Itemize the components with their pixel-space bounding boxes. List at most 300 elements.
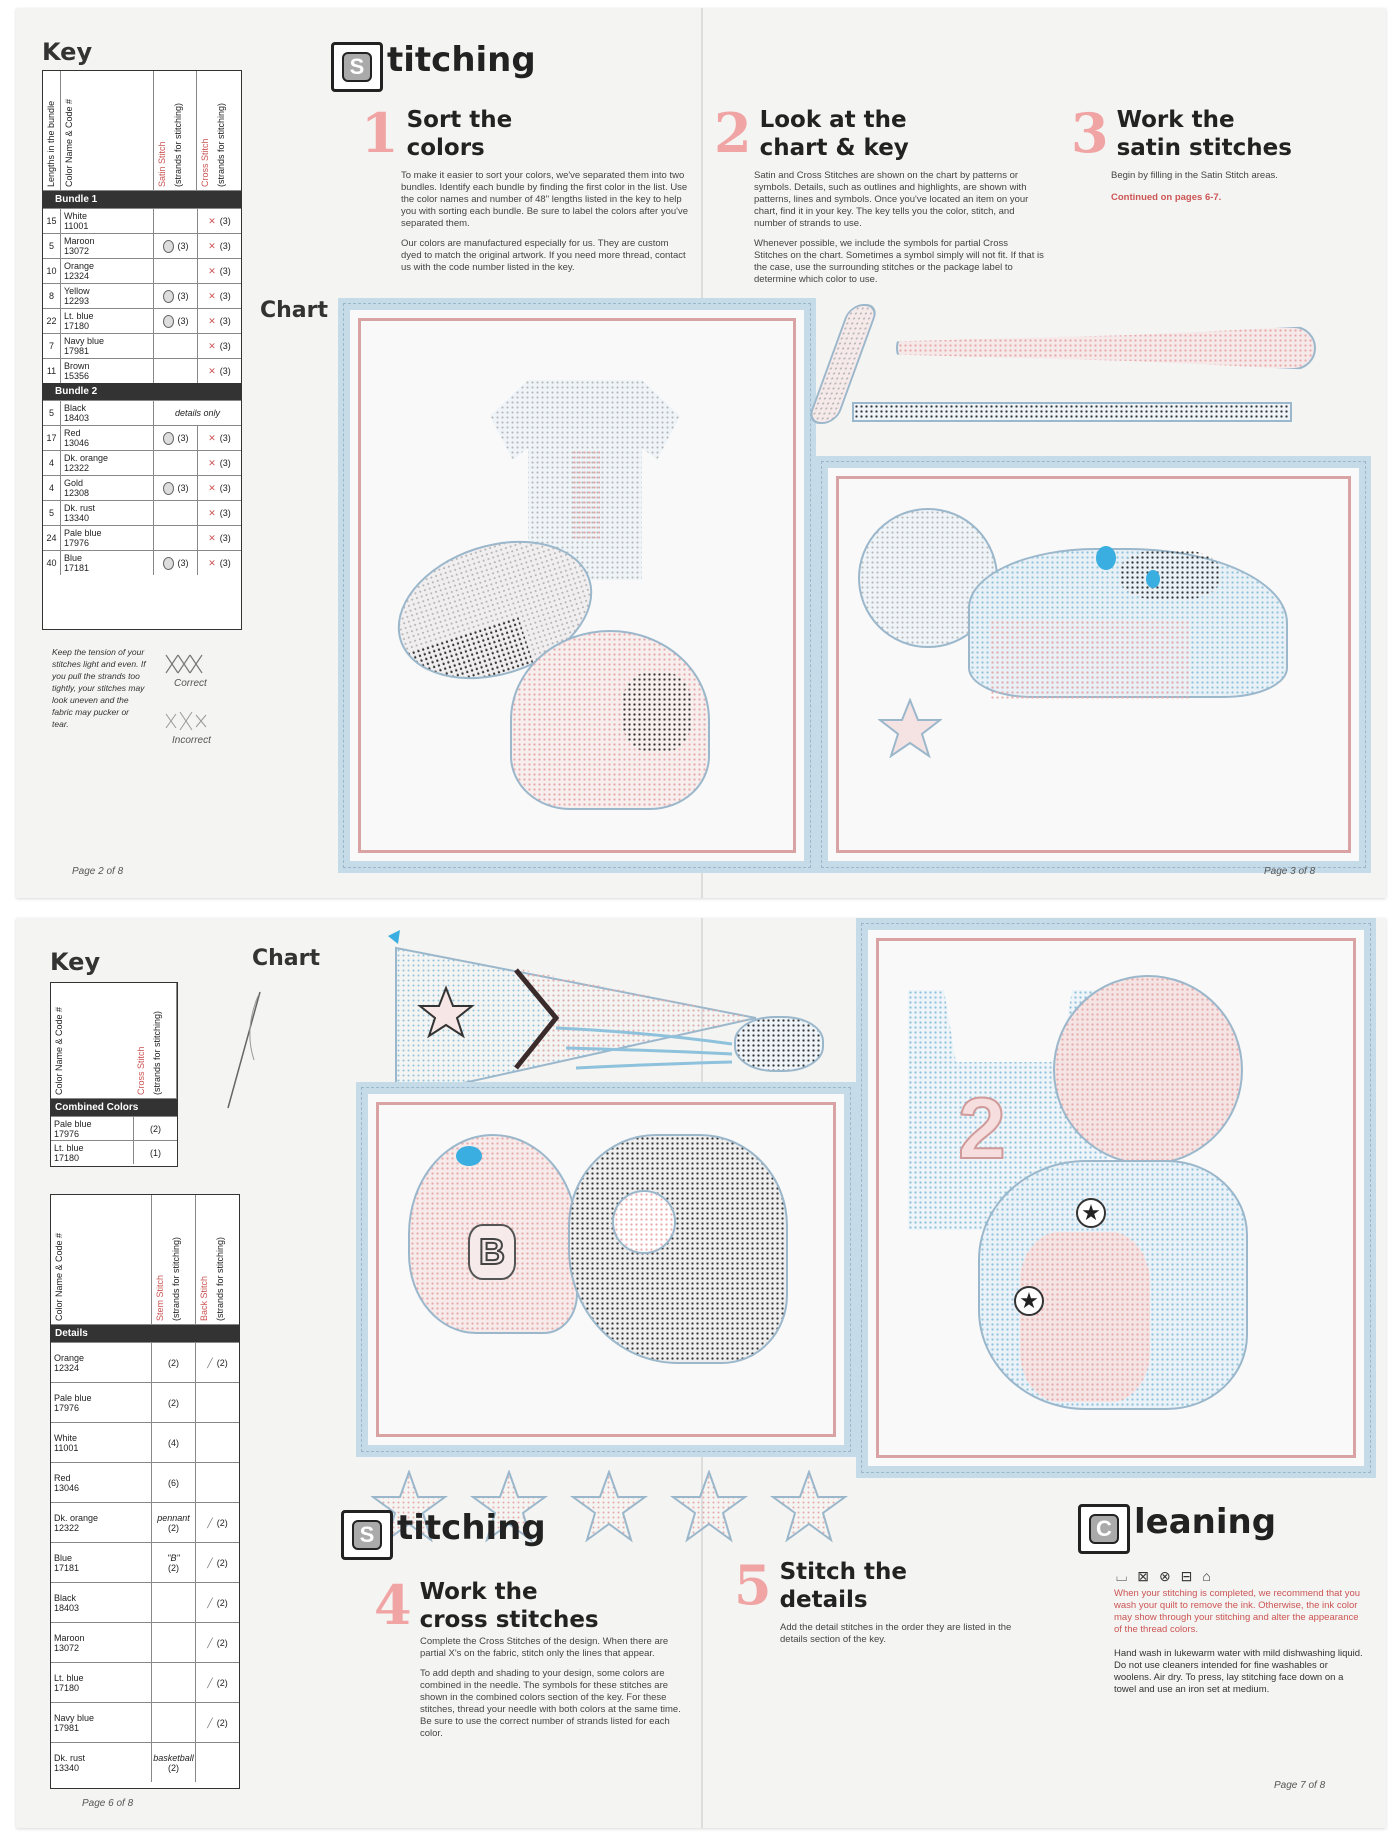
details-color xyxy=(51,1352,151,1374)
back-cell xyxy=(195,1383,239,1422)
step-2-number: 2 xyxy=(714,101,752,165)
page-number-left: Page 2 of 8 xyxy=(72,866,124,877)
header-satin-strands: (strands for stitching) xyxy=(173,102,183,187)
chart-frame-bottom-left xyxy=(356,1082,856,1457)
cross-strands: (3) xyxy=(219,316,231,326)
color-code: 17981 xyxy=(54,1722,80,1733)
details-row xyxy=(51,1742,239,1782)
stem-cell xyxy=(151,1343,195,1382)
combined-header-name: Color Name & Code # xyxy=(54,1006,64,1095)
details-color xyxy=(51,1752,151,1774)
care-symbols xyxy=(1116,1568,1211,1585)
stem-cell xyxy=(151,1543,195,1582)
details-header-stem-strands: (strands for stitching) xyxy=(171,1236,181,1321)
back-stitch-icon: ╱ xyxy=(207,1637,213,1648)
key-row xyxy=(43,233,241,258)
step-4 xyxy=(374,1573,704,1740)
sneaker-star-icon-1: ★ xyxy=(1076,1198,1106,1228)
bundle-1-label: Bundle 1 xyxy=(43,191,241,208)
step-2-title-line1: Look at the xyxy=(759,107,907,133)
color-name: Black xyxy=(64,403,87,413)
key-row xyxy=(43,450,241,475)
cap-letter-b-icon: B xyxy=(468,1224,516,1280)
cross-strands: (3) xyxy=(219,216,231,226)
step-3-continued: Continued on pages 6-7. xyxy=(1111,192,1222,203)
back-cell xyxy=(195,1703,239,1742)
header-cross-strands: (strands for stitching) xyxy=(216,102,226,187)
stem-strands: (4) xyxy=(168,1437,179,1448)
key-row-length: 4 xyxy=(43,451,61,475)
satin-strands: details only xyxy=(174,408,221,418)
cross-cell xyxy=(197,501,241,525)
stem-strands: (2) xyxy=(168,1357,179,1368)
color-code: 17976 xyxy=(64,538,90,548)
details-color xyxy=(51,1592,151,1614)
cross-symbol-icon: ✕ xyxy=(208,291,216,301)
stem-cell xyxy=(151,1423,195,1462)
block-letter-c: C xyxy=(1089,1514,1119,1544)
jersey-number-2-icon: 2 xyxy=(958,1081,1006,1177)
cleaning-header xyxy=(1078,1502,1276,1554)
color-code: 17976 xyxy=(54,1128,80,1139)
key-row xyxy=(43,400,241,425)
details-color xyxy=(51,1392,151,1414)
back-strands: (2) xyxy=(216,1637,228,1648)
color-name: Lt. blue xyxy=(54,1142,84,1153)
details-row xyxy=(51,1462,239,1502)
color-name: Red xyxy=(54,1472,71,1483)
details-row xyxy=(51,1702,239,1742)
satin-cell xyxy=(153,476,197,500)
back-strands: (2) xyxy=(216,1357,228,1368)
cross-strands: (3) xyxy=(219,508,231,518)
color-code: 11001 xyxy=(54,1442,79,1453)
details-row xyxy=(51,1342,239,1382)
stem-note: pennant xyxy=(157,1512,190,1523)
combined-header-cross: Cross Stitch xyxy=(136,1046,146,1095)
instruction-sheet-bottom xyxy=(16,918,1386,1828)
cross-cell xyxy=(197,451,241,475)
back-strands: (2) xyxy=(216,1717,228,1728)
step-3-title-line2: satin stitches xyxy=(1116,135,1292,161)
key-row-length: 4 xyxy=(43,476,61,500)
color-name: Maroon xyxy=(54,1632,85,1643)
cross-strands: (3) xyxy=(219,291,231,301)
step-5-number: 5 xyxy=(734,1553,772,1617)
page-number-left-bottom: Page 6 of 8 xyxy=(82,1798,134,1809)
stem-note: basketball xyxy=(153,1752,194,1763)
page-number-right: Page 3 of 8 xyxy=(1264,866,1316,877)
key-row xyxy=(43,208,241,233)
details-key xyxy=(50,1194,240,1789)
cross-symbol-icon: ✕ xyxy=(208,433,216,443)
header-color-name: Color Name & Code # xyxy=(64,98,74,187)
chart-label-bottom: Chart xyxy=(252,946,321,971)
sneakers-motif xyxy=(968,548,1288,698)
back-strands: (2) xyxy=(216,1677,228,1688)
key-row xyxy=(43,258,241,283)
color-code: 12308 xyxy=(64,488,90,498)
details-section-label: Details xyxy=(51,1325,239,1342)
color-name: Red xyxy=(64,428,81,438)
key-row-color xyxy=(61,360,153,382)
cross-symbol-icon: ✕ xyxy=(208,558,216,568)
key-row-length: 24 xyxy=(43,526,61,550)
color-code: 17180 xyxy=(64,321,90,331)
cross-cell xyxy=(197,359,241,383)
step-4-text-2: To add depth and shading to your design, some colors are combined in the needle. The symbols for these stitches are shown in the combined colors section of the key. For these stitches, thread your needle with both colors at the same time. Be sure to use the correct number of strands listed for each color. xyxy=(420,1668,681,1739)
sneaker-star-icon-2: ★ xyxy=(1014,1286,1044,1316)
key-row-length: 10 xyxy=(43,259,61,283)
key-row xyxy=(43,358,241,383)
color-name: Blue xyxy=(54,1552,73,1563)
satin-cell xyxy=(153,209,197,233)
letter-block-icon-s xyxy=(341,1510,393,1560)
no-dry-clean-icon: ⊗ xyxy=(1158,1568,1171,1584)
details-color xyxy=(51,1552,151,1574)
details-color xyxy=(51,1512,151,1534)
satin-strands: (3) xyxy=(177,291,189,301)
color-name: Dk. rust xyxy=(64,503,96,513)
page-number-right-bottom: Page 7 of 8 xyxy=(1274,1780,1326,1791)
cross-strands: (3) xyxy=(219,483,231,493)
cross-cell xyxy=(197,234,241,258)
combined-colors-key xyxy=(50,982,178,1167)
step-5-text-1: Add the detail stitches in the order they are listed in the details section of the key. xyxy=(780,1622,1012,1645)
cleaning-text-1: When your stitching is completed, we recommend that you wash your quilt to remove the ink. Otherwise, the ink color may show through your stitching and alter the appearance of the thread colors. xyxy=(1114,1588,1361,1635)
back-cell xyxy=(195,1423,239,1462)
step-3-title-line1: Work the xyxy=(1116,107,1235,133)
cross-strands: (3) xyxy=(219,433,231,443)
color-name: Pale blue xyxy=(64,528,102,538)
combined-header-strands: (strands for stitching) xyxy=(152,1010,162,1095)
back-cell xyxy=(195,1583,239,1622)
stem-cell xyxy=(151,1583,195,1622)
cross-cell xyxy=(197,309,241,333)
key-row-color xyxy=(61,452,153,474)
satin-swatch-icon xyxy=(163,315,174,328)
color-code: 17180 xyxy=(54,1152,80,1163)
header-cross xyxy=(197,71,241,190)
key-row-color xyxy=(61,402,153,424)
cross-strands: (3) xyxy=(219,558,231,568)
satin-swatch-icon xyxy=(163,240,174,253)
cross-cell xyxy=(197,284,241,308)
key-row xyxy=(43,525,241,550)
back-cell xyxy=(195,1343,239,1382)
key-row-color xyxy=(61,552,153,574)
satin-cell xyxy=(153,526,197,550)
details-header-back-strands: (strands for stitching) xyxy=(215,1236,225,1321)
key-row-length: 15 xyxy=(43,209,61,233)
details-color xyxy=(51,1472,151,1494)
step-4-title-line2: cross stitches xyxy=(419,1607,599,1633)
key-row xyxy=(43,425,241,450)
cleaning-title: leaning xyxy=(1134,1502,1277,1542)
combined-rows xyxy=(51,1116,177,1164)
cross-cell xyxy=(197,526,241,550)
color-name: Gold xyxy=(64,478,84,488)
details-color xyxy=(51,1632,151,1654)
key-row xyxy=(43,308,241,333)
satin-cell xyxy=(153,551,197,575)
dry-flat-icon: ⊟ xyxy=(1180,1568,1193,1584)
key-row-length: 22 xyxy=(43,309,61,333)
satin-cell xyxy=(153,501,197,525)
step-1-text-2: Our colors are manufactured especially for us. They are custom dyed to match the original artwork. If you need more thread, contact us with the code number listed in the key. xyxy=(401,238,686,273)
cross-strands: (3) xyxy=(219,366,231,376)
details-row xyxy=(51,1622,239,1662)
stitching-header xyxy=(331,40,536,92)
back-stitch-icon: ╱ xyxy=(207,1597,213,1608)
color-name: Dk. orange xyxy=(64,453,109,463)
cross-cell xyxy=(197,426,241,450)
satin-cell xyxy=(153,334,197,358)
color-code: 17180 xyxy=(54,1682,80,1693)
step-5 xyxy=(734,1553,1054,1646)
step-3-text-1: Begin by filling in the Satin Stitch areas. xyxy=(1111,170,1278,181)
key-row-length: 40 xyxy=(43,551,61,575)
color-code: 12293 xyxy=(64,296,90,306)
key-row-color xyxy=(61,527,153,549)
stem-strands: (2) xyxy=(168,1397,179,1408)
key-row-color xyxy=(61,502,153,524)
step-1-title-line1: Sort the xyxy=(406,107,513,133)
satin-cell xyxy=(153,426,197,450)
key-row-length: 8 xyxy=(43,284,61,308)
step-4-text-1: Complete the Cross Stitches of the design. When there are partial X's on the fabric, stitch only the lines that appear. xyxy=(420,1636,669,1659)
key-row-color xyxy=(61,210,153,232)
back-strands: (2) xyxy=(216,1557,228,1568)
color-code: 13072 xyxy=(54,1642,80,1653)
color-name: Orange xyxy=(54,1352,85,1363)
stem-note: "B" xyxy=(167,1552,180,1563)
combined-row xyxy=(51,1140,177,1164)
cross-symbol-icon: ✕ xyxy=(208,483,216,493)
details-color xyxy=(51,1712,151,1734)
satin-swatch-icon xyxy=(163,290,174,303)
header-satin-label: Satin Stitch xyxy=(157,141,167,187)
cross-symbol-icon: ✕ xyxy=(208,508,216,518)
back-stitch-icon: ╱ xyxy=(207,1557,213,1568)
color-name: Lt. blue xyxy=(54,1672,84,1683)
satin-cell xyxy=(153,451,197,475)
puck-motion-lines xyxy=(556,1018,736,1083)
key-header xyxy=(43,71,241,191)
back-stitch-icon: ╱ xyxy=(207,1357,213,1368)
chart-frame-bottom-right xyxy=(856,918,1376,1478)
cross-symbol-icon: ✕ xyxy=(208,216,216,226)
key-row-color xyxy=(61,235,153,257)
cross-symbol-icon: ✕ xyxy=(208,458,216,468)
color-code: 12324 xyxy=(64,271,90,281)
cross-symbol-icon: ✕ xyxy=(208,241,216,251)
back-cell xyxy=(195,1503,239,1542)
step-1-text-1: To make it easier to sort your colors, we've separated them into two bundles. Identify each bundle by finding the first color in the list. Use the color names and number of 48" lengths listed in the key to help you with sorting each bundle. Be sure to label the colors after you've separated them. xyxy=(401,170,688,229)
stem-cell xyxy=(151,1663,195,1702)
key-row-color xyxy=(61,285,153,307)
stem-strands: (2) xyxy=(168,1762,179,1773)
no-bleach-icon: ⊠ xyxy=(1137,1568,1149,1584)
stem-cell xyxy=(151,1463,195,1502)
cap-button xyxy=(456,1146,482,1166)
cross-cell xyxy=(197,334,241,358)
bundle-2-label: Bundle 2 xyxy=(43,383,241,400)
details-color xyxy=(51,1672,151,1694)
satin-strands: (3) xyxy=(177,483,189,493)
details-row xyxy=(51,1582,239,1622)
step-5-title-line2: details xyxy=(779,1587,868,1613)
tension-note: Keep the tension of your stitches light and even. If you pull the strands too tightly, your stitches may look uneven and the fabric may pucker or tear. xyxy=(52,647,146,729)
correct-label: Correct xyxy=(174,678,207,689)
satin-swatch-icon xyxy=(163,557,174,570)
color-code: 13340 xyxy=(54,1762,80,1773)
key-row-color xyxy=(61,335,153,357)
color-code: 17181 xyxy=(54,1562,80,1573)
key-title: Key xyxy=(42,38,93,66)
color-name: Navy blue xyxy=(54,1712,95,1723)
cross-cell xyxy=(197,476,241,500)
color-code: 18403 xyxy=(64,413,90,423)
stitching-title-bottom: titching xyxy=(397,1508,546,1548)
key-row xyxy=(43,333,241,358)
incorrect-stitch-icon xyxy=(164,710,214,737)
back-cell xyxy=(195,1623,239,1662)
cross-cell xyxy=(197,259,241,283)
satin-cell xyxy=(153,234,197,258)
jersey-number-1 xyxy=(572,450,600,540)
strands: (1) xyxy=(150,1147,161,1158)
details-row xyxy=(51,1382,239,1422)
cross-cell xyxy=(197,551,241,575)
color-name: White xyxy=(64,211,88,221)
key-table xyxy=(42,70,242,630)
satin-cell xyxy=(153,359,197,383)
details-row xyxy=(51,1422,239,1462)
color-code: 12322 xyxy=(54,1522,80,1533)
cross-symbol-icon: ✕ xyxy=(208,366,216,376)
step-2-title-line2: chart & key xyxy=(759,135,909,161)
incorrect-label: Incorrect xyxy=(172,735,211,746)
color-name: Dk. rust xyxy=(54,1752,86,1763)
color-name: Brown xyxy=(64,361,90,371)
bundle-1-rows xyxy=(43,208,241,383)
color-name: Lt. blue xyxy=(64,311,94,321)
key-row-length: 17 xyxy=(43,426,61,450)
cross-cell xyxy=(197,209,241,233)
baseball-glove-motif xyxy=(568,1134,788,1364)
header-satin xyxy=(153,71,197,190)
color-name: Black xyxy=(54,1592,77,1603)
step-2-text-2: Whenever possible, we include the symbols for partial Cross Stitches on the chart. Sometimes a symbol simply will not fit. If that is the case, use the surrounding stitches or the package label to determine which color to use. xyxy=(754,238,1044,285)
needle-icon xyxy=(224,990,264,1115)
back-strands: (2) xyxy=(216,1517,228,1528)
cross-symbol-icon: ✕ xyxy=(208,341,216,351)
color-code: 15356 xyxy=(64,371,90,381)
satin-cell xyxy=(153,309,197,333)
stitching-header-bottom xyxy=(341,1508,546,1560)
color-code: 13046 xyxy=(64,438,90,448)
color-name: Orange xyxy=(64,261,95,271)
step-5-title-line1: Stitch the xyxy=(779,1559,907,1585)
color-code: 13340 xyxy=(64,513,90,523)
satin-strands: (3) xyxy=(177,433,189,443)
hand-wash-icon: ⌴ xyxy=(1116,1568,1128,1584)
color-name: Maroon xyxy=(64,236,95,246)
instruction-sheet-top xyxy=(16,8,1386,898)
satin-cell xyxy=(153,259,197,283)
color-name: Dk. orange xyxy=(54,1512,99,1523)
details-header-back: Back Stitch xyxy=(199,1275,209,1321)
color-name: White xyxy=(54,1432,78,1443)
satin-strands: (3) xyxy=(177,558,189,568)
stem-strands: (6) xyxy=(168,1477,179,1488)
key-row-length: 5 xyxy=(43,501,61,525)
key-row-color xyxy=(61,260,153,282)
stem-cell xyxy=(151,1503,195,1542)
helmet-motif xyxy=(510,630,710,810)
cross-strands: (3) xyxy=(219,241,231,251)
step-3-number: 3 xyxy=(1071,101,1109,165)
step-1 xyxy=(361,101,691,274)
sneaker-tag-2 xyxy=(1146,570,1160,588)
step-1-title-line2: colors xyxy=(406,135,485,161)
color-code: 17976 xyxy=(54,1402,80,1413)
satin-cell xyxy=(153,284,197,308)
back-strands: (2) xyxy=(216,1597,228,1608)
stitching-title: titching xyxy=(387,40,536,80)
key-row-length: 7 xyxy=(43,334,61,358)
chart-label: Chart xyxy=(260,298,329,323)
combined-color xyxy=(51,1142,133,1164)
correct-stitch-icon xyxy=(164,653,214,680)
cross-symbol-icon: ✕ xyxy=(208,266,216,276)
cross-strands: (3) xyxy=(219,266,231,276)
details-row xyxy=(51,1542,239,1582)
iron-medium-icon: ⌂ xyxy=(1202,1568,1211,1584)
combined-color xyxy=(51,1118,133,1140)
key-row-length: 5 xyxy=(43,401,61,425)
chart-frame-left xyxy=(338,298,816,873)
key-row-length: 5 xyxy=(43,234,61,258)
step-2-text-1: Satin and Cross Stitches are shown on the chart by patterns or symbols. Details, such as outlines and highlights, are shown with patterns, lines and symbols. Once you've located an item on your chart, find it in your key. The key tells you the color, stitch, and number of strands to use. xyxy=(754,170,1029,229)
hockey-stick-blade xyxy=(852,402,1292,422)
stem-strands: (2) xyxy=(168,1522,179,1533)
combined-row xyxy=(51,1116,177,1140)
back-cell xyxy=(195,1663,239,1702)
back-cell xyxy=(195,1743,239,1782)
block-letter: S xyxy=(342,52,372,82)
step-1-number: 1 xyxy=(361,101,399,165)
combined-strands xyxy=(133,1117,177,1140)
key-row-color xyxy=(61,310,153,332)
high-top-sneakers-motif xyxy=(978,1160,1248,1410)
baseball-bat-motif xyxy=(896,326,1316,370)
back-stitch-icon: ╱ xyxy=(207,1717,213,1728)
step-2 xyxy=(714,101,1044,286)
chart-frame-right xyxy=(816,456,1371,873)
details-color xyxy=(51,1432,151,1454)
stem-cell xyxy=(151,1703,195,1742)
details-rows xyxy=(51,1342,239,1782)
stem-cell xyxy=(151,1623,195,1662)
header-lengths: Lengths in the bundle xyxy=(43,71,61,190)
stem-strands: (2) xyxy=(168,1562,179,1573)
key-row xyxy=(43,283,241,308)
stem-cell xyxy=(151,1743,195,1782)
color-name: Pale blue xyxy=(54,1392,92,1403)
details-row xyxy=(51,1502,239,1542)
